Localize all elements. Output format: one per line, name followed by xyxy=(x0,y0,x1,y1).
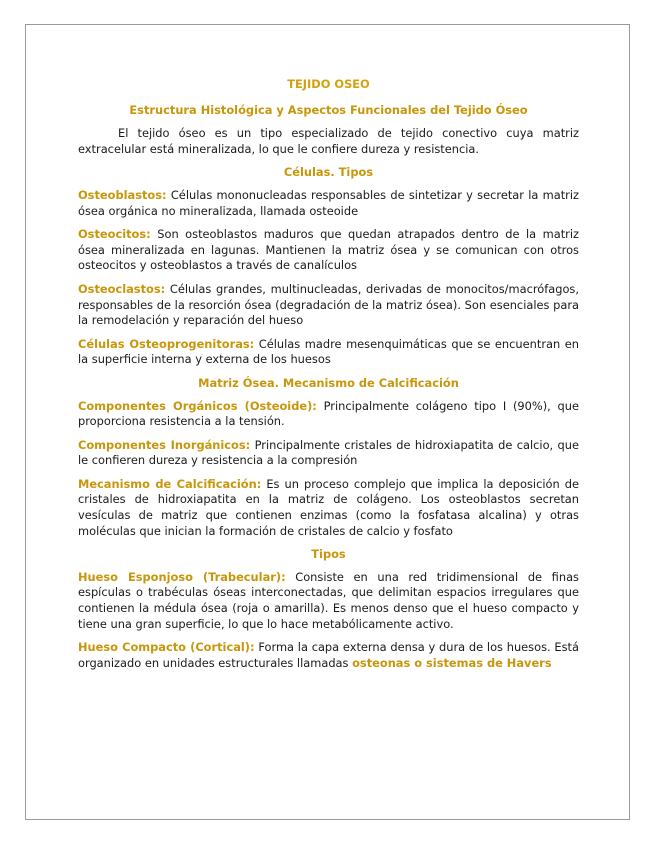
term-organicos: Componentes Orgánicos (Osteoide): xyxy=(78,398,317,413)
text-calcificacion: Es un proceso complejo que implica la deposición de cristales de hidroxiapatita en la matriz de colágeno. Los osteoblastos secretan vesículas de matriz que contienen enzimas (como la fosfatasa alcalina) y otras moléculas que inician la formación de cristales de calcio y fosfato xyxy=(78,476,579,538)
text-osteocitos: Son osteoblastos maduros que quedan atrapados dentro de la matriz ósea mineralizada en lagunas. Mantienen la matriz ósea y se comunican con otros osteocitos y osteoblastos a través de canalículos xyxy=(78,227,579,273)
section-heading-types: Tipos xyxy=(311,547,346,562)
paragraph-osteoprogenitoras xyxy=(78,337,579,368)
text-organicos: Principalmente colágeno tipo I (90%), que proporciona resistencia a la tensión. xyxy=(78,398,579,429)
text-esponjoso: Consiste en una red tridimensional de finas espículas o trabéculas óseas interconectadas, que delimitan espacios irregulares que contienen la médula ósea (roja o amarilla). Es menos denso que el hueso compacto y tiene una gran superficie, lo que lo hace metabólicamente activo. xyxy=(78,569,579,631)
document-content xyxy=(78,77,579,679)
text-compacto: Forma la capa externa densa y dura de los huesos. Está organizado en unidades estructurales llamadas xyxy=(78,640,579,670)
term-compacto: Hueso Compacto (Cortical): xyxy=(78,640,255,655)
paragraph-osteoclastos xyxy=(78,282,579,329)
text-inorganicos: Principalmente cristales de hidroxiapatita de calcio, que le confieren dureza y resistencia a la compresión xyxy=(78,437,579,468)
term-osteoblastos: Osteoblastos: xyxy=(78,187,167,202)
section-heading-cells: Células. Tipos xyxy=(283,165,374,180)
document-page xyxy=(25,24,630,820)
text-osteoprogenitoras: Células madre mesenquimáticas que se encuentran en la superficie interna y externa de los huesos xyxy=(78,336,579,367)
term-osteocitos: Osteocitos: xyxy=(78,227,151,242)
highlight-havers: osteonas o sistemas de Havers xyxy=(352,655,552,670)
intro-paragraph: El tejido óseo es un tipo especializado de tejido conectivo cuya matriz extracelular está mineralizada, lo que le confiere dureza y resistencia. xyxy=(78,126,579,156)
paragraph-organicos xyxy=(78,399,579,430)
term-osteoprogenitoras: Células Osteoprogenitoras: xyxy=(78,336,255,351)
term-calcificacion: Mecanismo de Calcificación: xyxy=(78,476,262,491)
paragraph-osteocitos xyxy=(78,227,579,274)
paragraph-compacto xyxy=(78,640,579,671)
paragraph-inorganicos xyxy=(78,438,579,469)
text-osteoblastos: Células mononucleadas responsables de sintetizar y secretar la matriz ósea orgánica no mineralizada, llamada osteoide xyxy=(78,187,579,218)
section-heading-matrix: Matriz Ósea. Mecanismo de Calcificación xyxy=(198,375,459,390)
term-osteoclastos: Osteoclastos: xyxy=(78,281,166,296)
term-esponjoso: Hueso Esponjoso (Trabecular): xyxy=(78,569,286,584)
paragraph-osteoblastos xyxy=(78,188,579,219)
text-osteoclastos: Células grandes, multinucleadas, derivadas de monocitos/macrófagos, responsables de la resorción ósea (degradación de la matriz ósea). Son esenciales para la remodelación y reparación del hueso xyxy=(78,281,579,328)
paragraph-calcificacion xyxy=(78,477,579,539)
paragraph-esponjoso xyxy=(78,570,579,632)
term-inorganicos: Componentes Inorgánicos: xyxy=(78,437,251,452)
document-subtitle: Estructura Histológica y Aspectos Funcionales del Tejido Óseo xyxy=(129,102,528,117)
document-title: TEJIDO OSEO xyxy=(287,77,370,91)
